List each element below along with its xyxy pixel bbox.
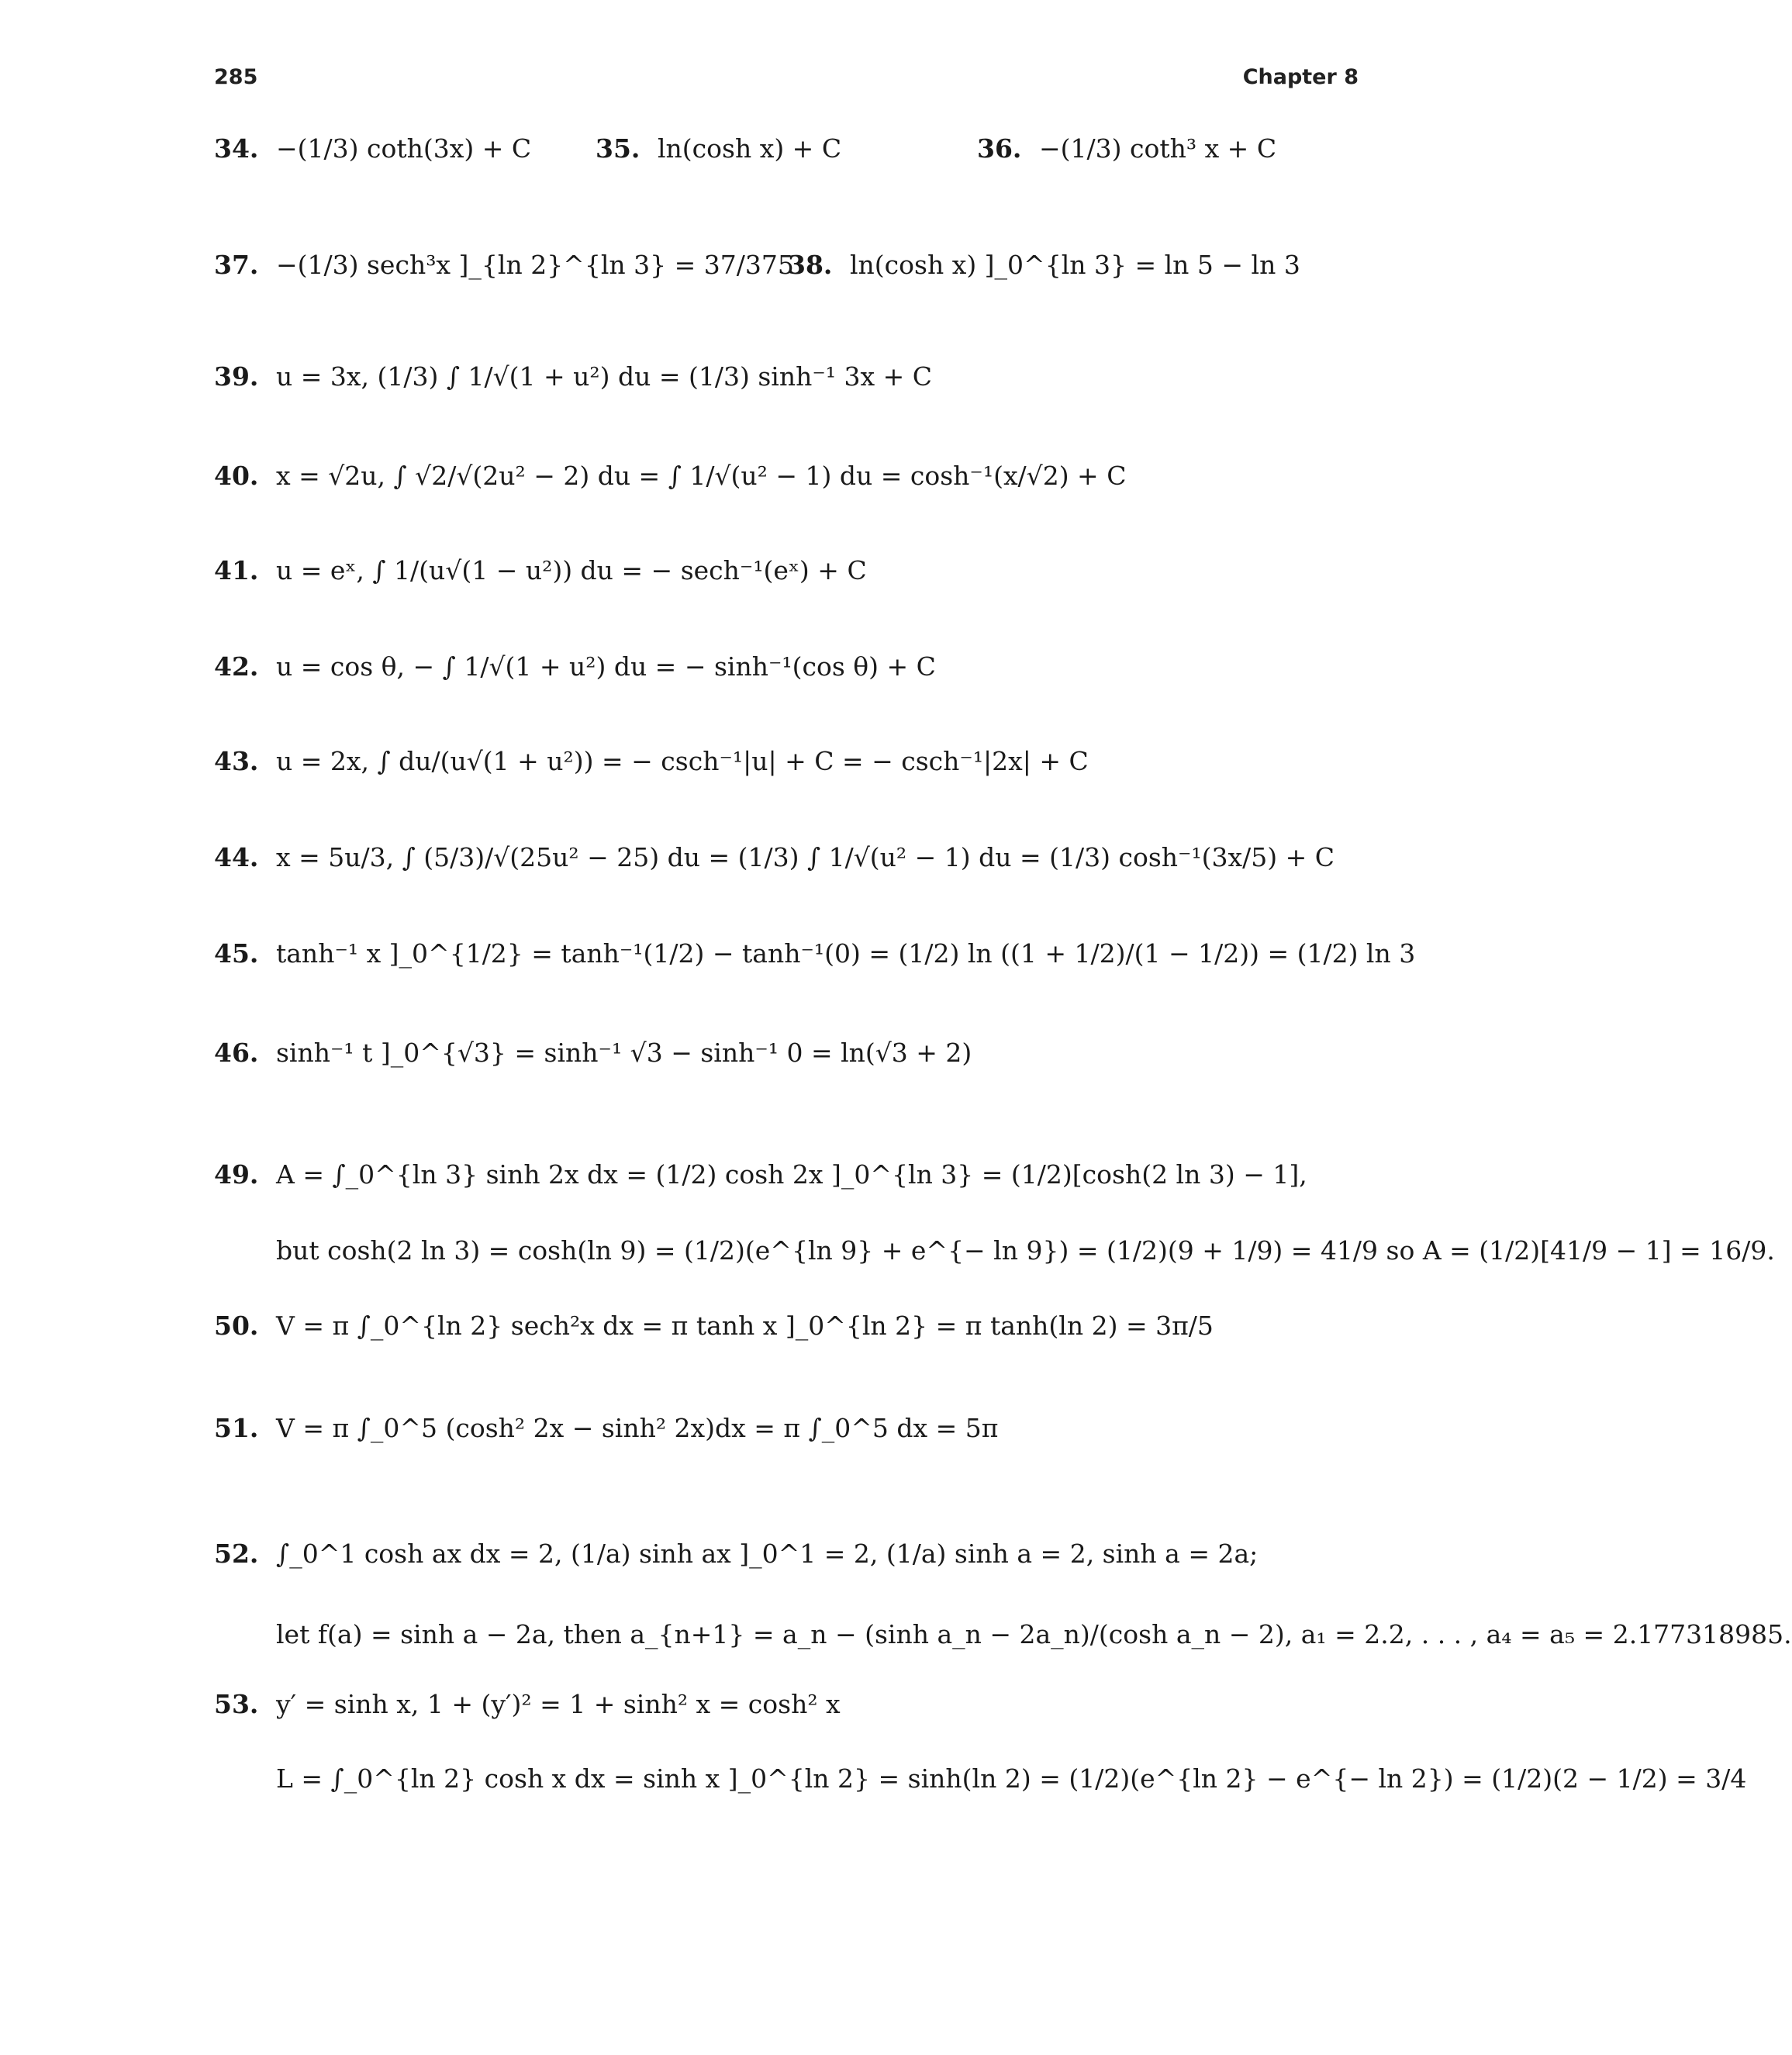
problem-continuation: L = ∫_0^{ln 2} cosh x dx = sinh x ]_0^{ln 2} = sinh(ln 2) = (1/2)(e^{ln 2} − e^{− ln 2}) = (1/2)(2 − 1/2) = 3/4: [276, 1763, 1747, 1794]
problem-37: [214, 250, 794, 280]
problem-expression: ln(cosh x) ]_0^{ln 3} = ln 5 − ln 3: [850, 250, 1300, 280]
problem-41: [214, 555, 867, 586]
problem-expression: u = eˣ, ∫ 1/(u√(1 − u²)) du = − sech⁻¹(eˣ) + C: [276, 555, 867, 585]
problem-continuation: let f(a) = sinh a − 2a, then a_{n+1} = a_n − (sinh a_n − 2a_n)/(cosh a_n − 2), a₁ = 2.2, . . . , a₄ = a₅ = 2.177318985.: [276, 1619, 1792, 1649]
problem-49: [214, 1137, 1775, 1289]
problem-expression: y′ = sinh x, 1 + (y′)² = 1 + sinh² x = cosh² x: [276, 1689, 841, 1719]
problem-expression: A = ∫_0^{ln 3} sinh 2x dx = (1/2) cosh 2x ]_0^{ln 3} = (1/2)[cosh(2 ln 3) − 1],: [276, 1159, 1307, 1190]
problem-number: 41.: [214, 555, 259, 585]
problem-42: [214, 651, 936, 682]
problem-number: 40.: [214, 461, 259, 491]
problem-expression: u = 2x, ∫ du/(u√(1 + u²)) = − csch⁻¹|u| + C = − csch⁻¹|2x| + C: [276, 746, 1089, 776]
problem-45: [214, 938, 1415, 969]
problem-number: 45.: [214, 938, 259, 969]
problem-expression: u = 3x, (1/3) ∫ 1/√(1 + u²) du = (1/3) sinh⁻¹ 3x + C: [276, 361, 932, 392]
problem-expression: −(1/3) coth³ x + C: [1039, 133, 1277, 164]
problem-number: 34.: [214, 133, 259, 164]
problem-34: [214, 133, 531, 164]
page-number: 285: [214, 65, 258, 89]
problem-number: 36.: [977, 133, 1022, 164]
problem-52: [214, 1514, 1792, 1675]
problem-number: 53.: [214, 1689, 259, 1719]
problem-number: 44.: [214, 842, 259, 872]
problem-expression: u = cos θ, − ∫ 1/√(1 + u²) du = − sinh⁻¹(cos θ) + C: [276, 651, 936, 682]
problem-expression: tanh⁻¹ x ]_0^{1/2} = tanh⁻¹(1/2) − tanh⁻¹(0) = (1/2) ln ((1 + 1/2)/(1 − 1/2)) = (1/2) ln 3: [276, 938, 1416, 969]
problem-expression: x = 5u/3, ∫ (5/3)/√(25u² − 25) du = (1/3) ∫ 1/√(u² − 1) du = (1/3) cosh⁻¹(3x/5) + C: [276, 842, 1335, 872]
problem-number: 51.: [214, 1413, 259, 1443]
problem-51: [214, 1413, 998, 1444]
problem-expression: ln(cosh x) + C: [658, 133, 842, 164]
problem-number: 35.: [596, 133, 640, 164]
problem-number: 42.: [214, 651, 259, 682]
problem-number: 49.: [214, 1159, 259, 1190]
problem-43: [214, 746, 1089, 777]
problem-expression: x = √2u, ∫ √2/√(2u² − 2) du = ∫ 1/√(u² − 1) du = cosh⁻¹(x/√2) + C: [276, 461, 1127, 491]
problem-46: [214, 1038, 972, 1069]
problem-44: [214, 842, 1335, 873]
problem-expression: ∫_0^1 cosh ax dx = 2, (1/a) sinh ax ]_0^1 = 2, (1/a) sinh a = 2, sinh a = 2a;: [276, 1539, 1259, 1569]
problem-35: [596, 133, 841, 164]
problem-expression: V = π ∫_0^5 (cosh² 2x − sinh² 2x)dx = π ∫_0^5 dx = 5π: [276, 1413, 999, 1443]
problem-39: [214, 361, 932, 392]
problem-40: [214, 461, 1126, 492]
problem-36: [977, 133, 1276, 164]
problem-expression: sinh⁻¹ t ]_0^{√3} = sinh⁻¹ √3 − sinh⁻¹ 0 = ln(√3 + 2): [276, 1038, 972, 1068]
problem-expression: −(1/3) sech³x ]_{ln 2}^{ln 3} = 37/375: [276, 250, 794, 280]
problem-number: 46.: [214, 1038, 259, 1068]
problem-number: 52.: [214, 1539, 259, 1569]
problem-50: [214, 1311, 1214, 1342]
problem-expression: −(1/3) coth(3x) + C: [276, 133, 532, 164]
problem-38: [788, 250, 1300, 280]
problem-number: 43.: [214, 746, 259, 776]
problem-expression: V = π ∫_0^{ln 2} sech²x dx = π tanh x ]_0^{ln 2} = π tanh(ln 2) = 3π/5: [276, 1311, 1214, 1341]
chapter-title: Chapter 8: [1242, 65, 1359, 89]
problem-number: 50.: [214, 1311, 259, 1341]
problem-number: 38.: [788, 250, 833, 280]
problem-53: [214, 1667, 1746, 1816]
problem-continuation: but cosh(2 ln 3) = cosh(ln 9) = (1/2)(e^{ln 9} + e^{− ln 9}) = (1/2)(9 + 1/9) = 41/9 so A = (1/2)[41/9 − 1] = 16/9.: [276, 1235, 1775, 1266]
problem-number: 39.: [214, 361, 259, 392]
problem-number: 37.: [214, 250, 259, 280]
